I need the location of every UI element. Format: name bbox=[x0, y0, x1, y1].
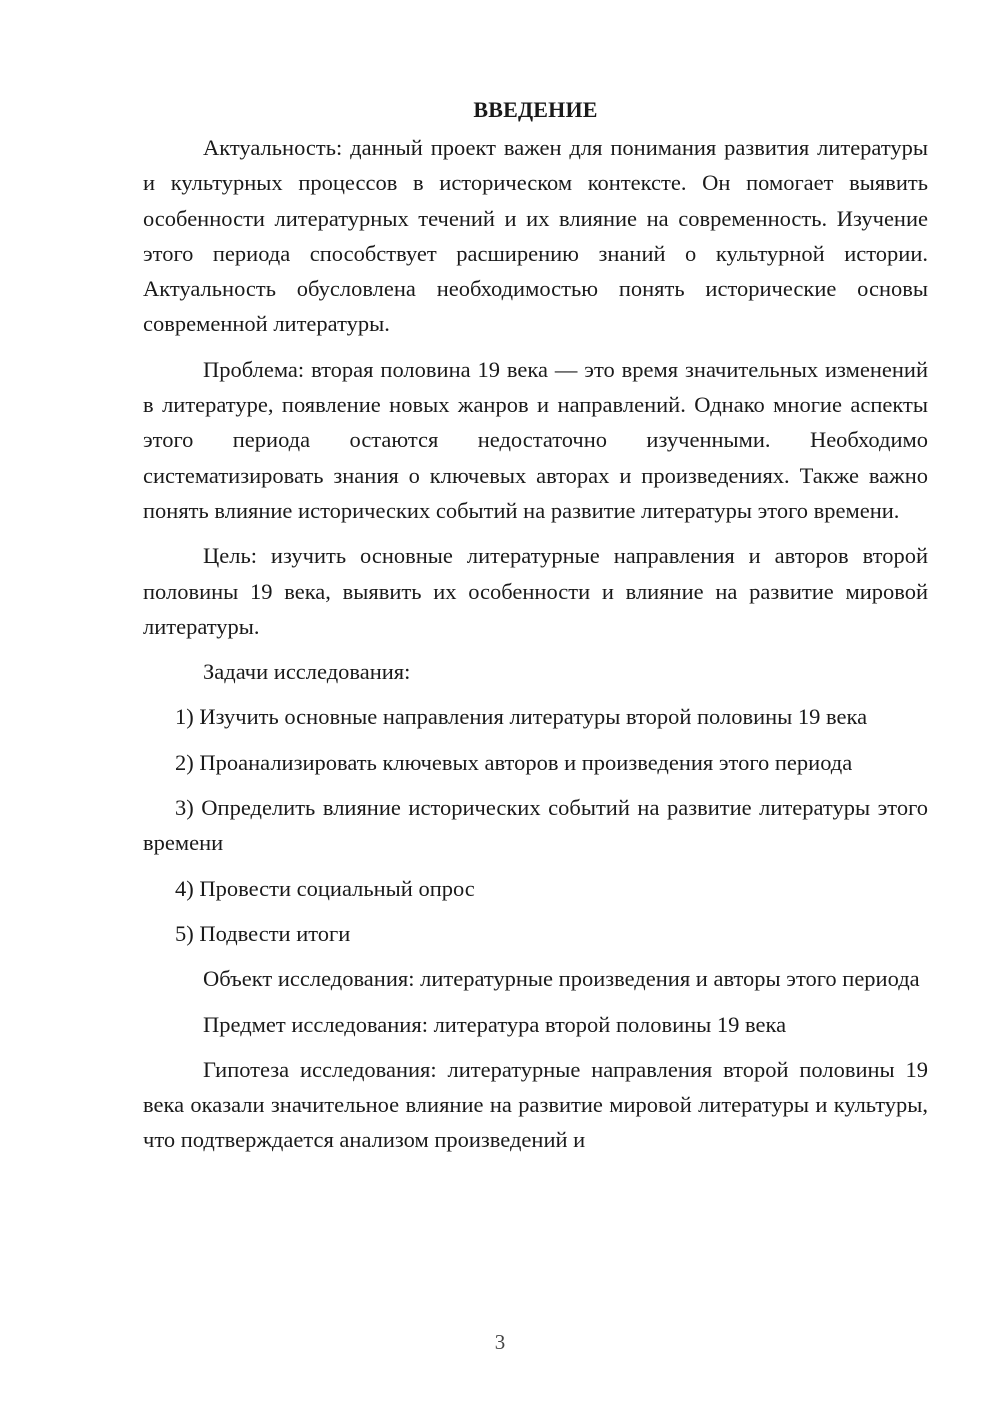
document-page bbox=[143, 92, 928, 1168]
hypothesis-paragraph: Гипотеза исследования: литературные направления второй половины 19 века оказали значительное влияние на развитие мировой литературы и культуры, что подтверждается анализом произведений и bbox=[143, 1056, 928, 1153]
object-paragraph: Объект исследования: литературные произведения и авторы этого периода bbox=[203, 966, 920, 992]
relevance-paragraph: Актуальность: данный проект важен для понимания развития литературы и культурных процессов в историческом контексте. Он помогает выявить особенности литературных течений и их влияние на современность. Изучение этого периода способствует расширению знаний о культурной истории. Актуальность обусловлена необходимостью понять исторические основы современной литературы. bbox=[143, 135, 928, 337]
subject-paragraph: Предмет исследования: литература второй половины 19 века bbox=[203, 1011, 787, 1037]
tasks-heading: Задачи исследования: bbox=[203, 659, 411, 685]
task-item: 4) Провести социальный опрос bbox=[175, 875, 475, 901]
problem-paragraph: Проблема: вторая половина 19 века — это время значительных изменений в литературе, появление новых жанров и направлений. Однако многие аспекты этого периода остаются недостаточно изученными. Необходимо систематизировать знания о ключевых авторах и произведениях. Также важно понять влияние исторических событий на развитие литературы этого времени. bbox=[143, 356, 928, 523]
task-item: 3) Определить влияние исторических событий на развитие литературы этого времени bbox=[143, 795, 928, 856]
page-title: ВВЕДЕНИЕ bbox=[473, 97, 598, 122]
page-number: 3 bbox=[494, 1330, 506, 1354]
task-item: 5) Подвести итоги bbox=[175, 920, 351, 946]
task-item: 2) Проанализировать ключевых авторов и произведения этого периода bbox=[175, 749, 853, 775]
goal-paragraph: Цель: изучить основные литературные направления и авторов второй половины 19 века, выявить их особенности и влияние на развитие мировой литературы. bbox=[143, 543, 928, 639]
task-item: 1) Изучить основные направления литературы второй половины 19 века bbox=[175, 704, 868, 730]
